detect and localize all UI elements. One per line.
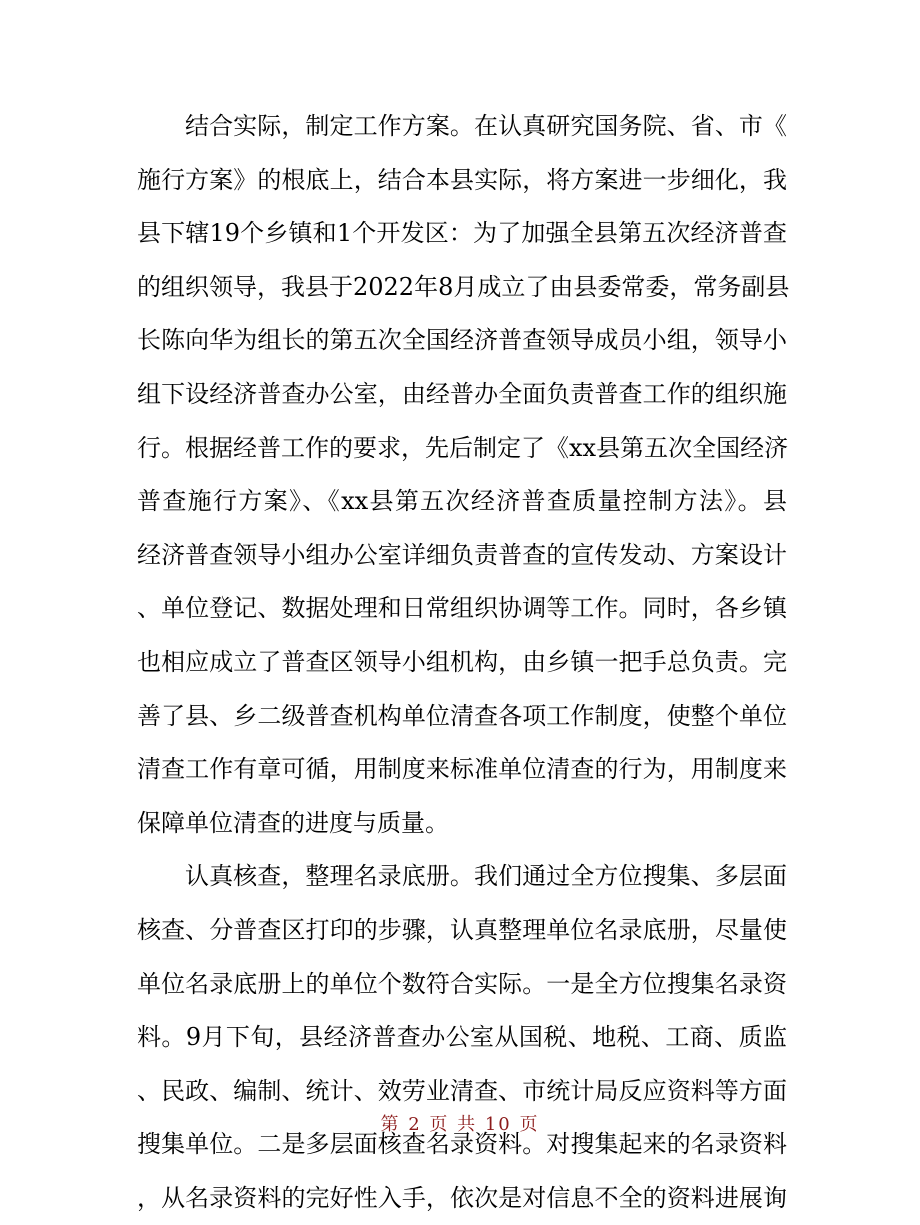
text-line: 县下辖19个乡镇和1个开发区：为了加强全县第五次经济普查 <box>137 219 787 248</box>
text-line: 也相应成立了普查区领导小组机构，由乡镇一把手总负责。完 <box>137 647 787 676</box>
text-line: ，从名录资料的完好性入手，依次是对信息不全的资料进展询 <box>137 1183 787 1212</box>
text-line: 的组织领导，我县于2022年8月成立了由县委常委，常务副县 <box>137 272 790 301</box>
text-line: 行。根据经普工作的要求，先后制定了《xx县第五次全国经济 <box>137 433 789 462</box>
text-line: 经济普查领导小组办公室详细负责普查的宣传发动、方案设计 <box>137 540 787 569</box>
text-line: 核查、分普查区打印的步骤，认真整理单位名录底册，尽量使 <box>137 915 787 944</box>
text-line: 组下设经济普查办公室，由经普办全面负责普查工作的组织施 <box>137 379 787 408</box>
paragraph-1 <box>137 100 790 850</box>
text-line: 、单位登记、数据处理和日常组织协调等工作。同时，各乡镇 <box>137 594 787 623</box>
paragraph-2 <box>137 850 787 1225</box>
text-line: 善了县、乡二级普查机构单位清查各项工作制度，使整个单位 <box>137 701 787 730</box>
text-line: 保障单位清查的进度与质量。 <box>137 808 449 837</box>
text-line: 施行方案》的根底上，结合本县实际，将方案进一步细化，我 <box>137 165 787 194</box>
page-number-footer: 第 2 页 共 10 页 <box>380 1114 540 1135</box>
text-line: 、民政、编制、统计、效劳业清查、市统计局反应资料等方面 <box>137 1076 787 1105</box>
document-body <box>137 100 790 1225</box>
text-line: 长陈向华为组长的第五次全国经济普查领导成员小组，领导小 <box>137 326 787 355</box>
text-line: 清查工作有章可循，用制度来标准单位清查的行为，用制度来 <box>137 755 787 784</box>
text-line: 料。9月下旬，县经济普查办公室从国税、地税、工商、质监 <box>137 1023 787 1052</box>
text-line: 单位名录底册上的单位个数符合实际。一是全方位搜集名录资 <box>137 969 787 998</box>
text-line: 结合实际，制定工作方案。在认真研究国务院、省、市《 <box>185 112 787 140</box>
text-line: 普查施行方案》、《xx县第五次经济普查质量控制方法》。县 <box>137 487 787 516</box>
text-line: 搜集单位。二是多层面核查名录资料。对搜集起来的名录资料 <box>137 1130 787 1159</box>
text-line: 认真核查，整理名录底册。我们通过全方位搜集、多层面 <box>185 862 787 891</box>
